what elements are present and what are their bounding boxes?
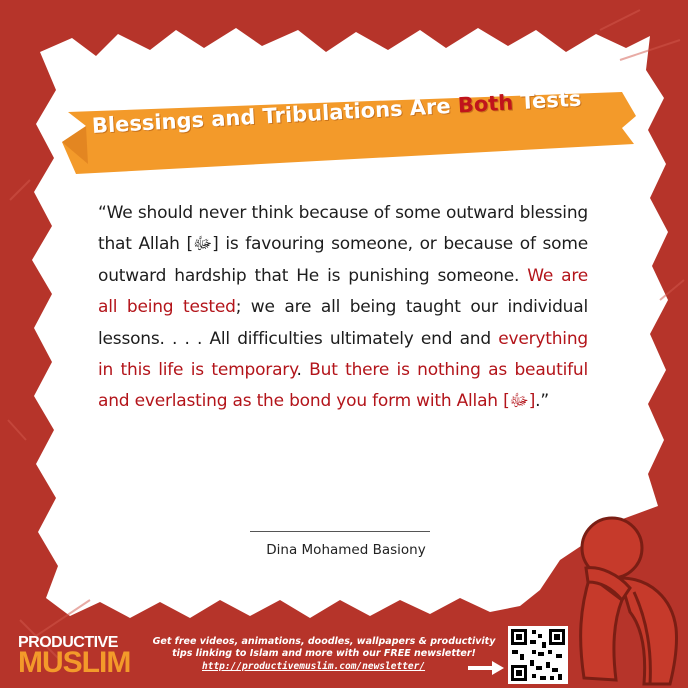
quote-text <box>98 198 588 418</box>
promo-line-1: Get free videos, animations, doodles, wallpapers & productivity <box>152 636 496 647</box>
quote-highlight: We are all being tested <box>98 265 588 318</box>
title-text-2: Tests <box>512 86 582 115</box>
productive-muslim-logo[interactable] <box>18 634 140 682</box>
sad-figure-illustration <box>560 508 688 688</box>
arrow-right-icon <box>466 660 506 676</box>
logo-text-bottom: MUSLIM <box>18 646 131 679</box>
logo-text-top: PRODUCTIVE <box>18 634 118 651</box>
qr-code-icon[interactable] <box>508 626 568 684</box>
quote-segment: . <box>296 360 310 381</box>
quote-highlight: everything in this life is temporary <box>98 328 588 381</box>
title-text-1: Blessings and Tribulations Are <box>91 93 459 138</box>
quote-segment: ; we are all being taught our individual lessons. . . . All difficulties ultimately end and <box>98 297 588 349</box>
promo-line-2: tips linking to Islam and more with our FREE newsletter! <box>172 648 476 659</box>
author-name: Dina Mohamed Basiony <box>266 542 426 558</box>
promo-text <box>144 636 504 660</box>
quote-segment: .” <box>535 391 549 412</box>
title-banner <box>62 86 638 176</box>
quote-highlight: But there is nothing as beautiful and everlasting as the bond you form with Allah [ﷻ] <box>98 360 588 412</box>
newsletter-link[interactable]: http://productivemuslim.com/newsletter/ <box>202 661 426 672</box>
title-highlight: Both <box>457 90 514 118</box>
divider <box>250 531 430 532</box>
quote-segment: “We should never think because of some outward blessing that Allah [ﷻ] is favouring someone, or because of some outward hardship that He is punishing someone. <box>98 203 588 286</box>
